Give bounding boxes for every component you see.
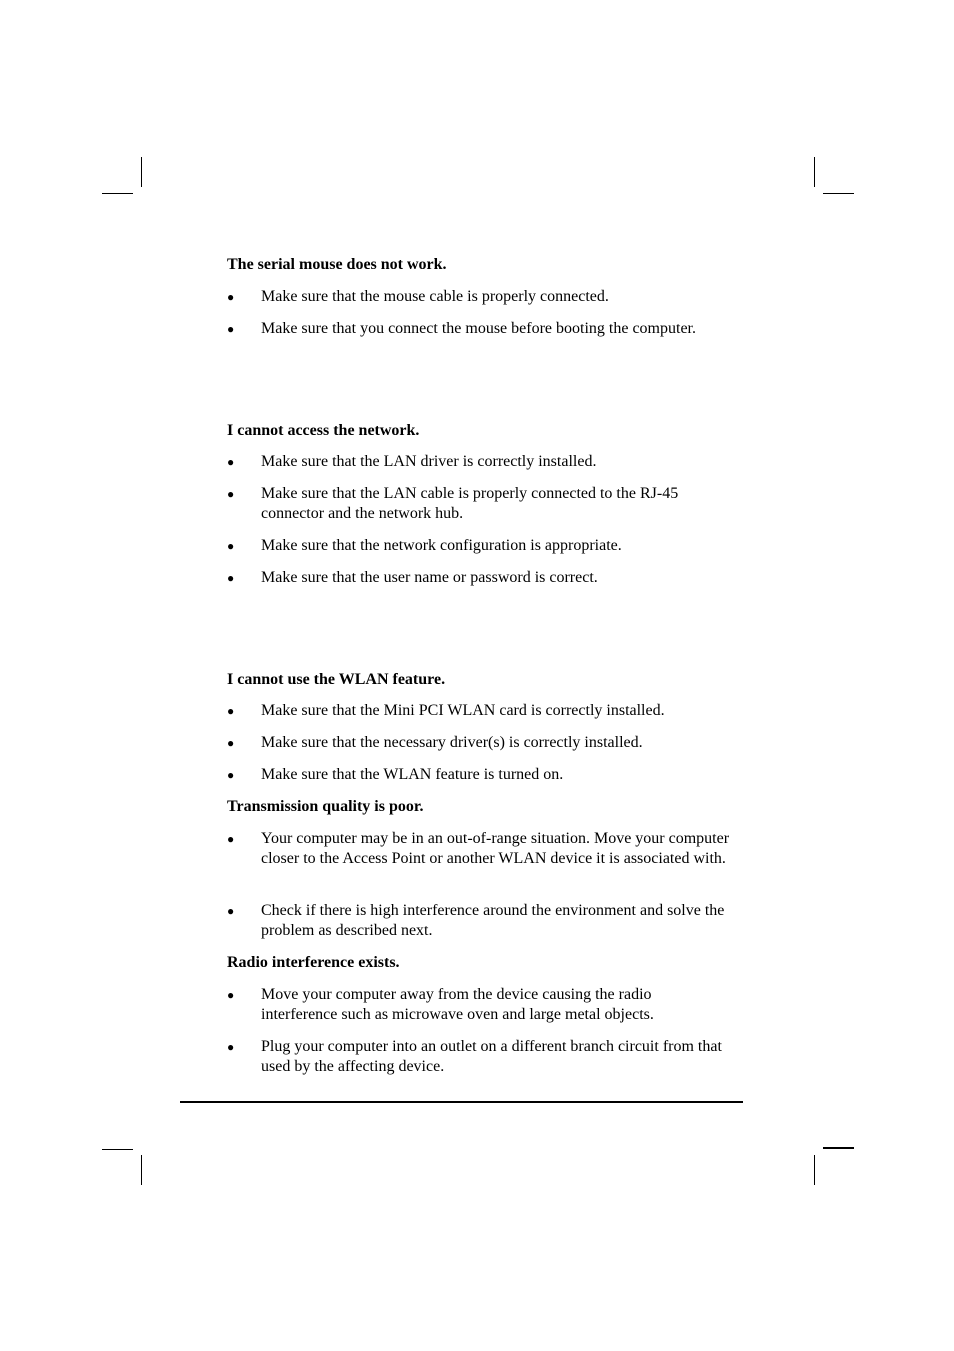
crop-mark-bottom-left-horizontal	[102, 1149, 133, 1150]
bullet-icon: ●	[227, 904, 235, 918]
bullet-icon: ●	[227, 539, 235, 553]
list-item-text: Make sure that the LAN cable is properly connected to the RJ-45 connector and the network hub.	[261, 485, 679, 522]
bullet-icon: ●	[227, 571, 235, 585]
section-heading-network: I cannot access the network.	[227, 422, 420, 439]
list-item-text: Make sure that the WLAN feature is turned on.	[261, 766, 564, 783]
crop-mark-top-left-vertical	[141, 157, 142, 187]
list-item-text: Make sure that the LAN driver is correctly installed.	[261, 453, 597, 470]
list-item-text: Make sure that the network configuration is appropriate.	[261, 537, 622, 554]
bullet-icon: ●	[227, 832, 235, 846]
bullet-icon: ●	[227, 768, 235, 782]
bullet-icon: ●	[227, 322, 235, 336]
list-item-text: Your computer may be in an out-of-range situation. Move your computer closer to the Access Point or another WLAN device it is associated with.	[261, 830, 730, 867]
bullet-icon: ●	[227, 988, 235, 1002]
crop-mark-top-right-vertical	[814, 157, 815, 187]
crop-mark-bottom-left-vertical	[141, 1155, 142, 1185]
crop-mark-bottom-right-horizontal	[823, 1147, 854, 1149]
bullet-icon: ●	[227, 455, 235, 469]
footer-rule	[180, 1101, 743, 1103]
list-item-text: Check if there is high interference around the environment and solve the problem as described next.	[261, 902, 725, 939]
section-heading-serial-mouse: The serial mouse does not work.	[227, 256, 447, 273]
list-item-text: Make sure that the user name or password is correct.	[261, 569, 598, 586]
bullet-icon: ●	[227, 487, 235, 501]
crop-mark-top-right-horizontal	[823, 193, 854, 194]
section-heading-transmission: Transmission quality is poor.	[227, 798, 424, 815]
section-heading-wlan: I cannot use the WLAN feature.	[227, 671, 446, 688]
list-item-text: Make sure that the necessary driver(s) is correctly installed.	[261, 734, 643, 751]
bullet-icon: ●	[227, 736, 235, 750]
crop-mark-top-left-horizontal	[102, 193, 133, 194]
list-item-text: Make sure that you connect the mouse before booting the computer.	[261, 320, 696, 337]
bullet-icon: ●	[227, 290, 235, 304]
list-item-text: Make sure that the Mini PCI WLAN card is correctly installed.	[261, 702, 665, 719]
list-item-text: Make sure that the mouse cable is properly connected.	[261, 288, 609, 305]
bullet-icon: ●	[227, 704, 235, 718]
list-item-text: Plug your computer into an outlet on a different branch circuit from that used by the affecting device.	[261, 1038, 722, 1075]
crop-mark-bottom-right-vertical	[814, 1155, 815, 1185]
list-item-text: Move your computer away from the device causing the radio interference such as microwave oven and large metal objects.	[261, 986, 654, 1023]
section-heading-radio-interference: Radio interference exists.	[227, 954, 400, 971]
bullet-icon: ●	[227, 1040, 235, 1054]
